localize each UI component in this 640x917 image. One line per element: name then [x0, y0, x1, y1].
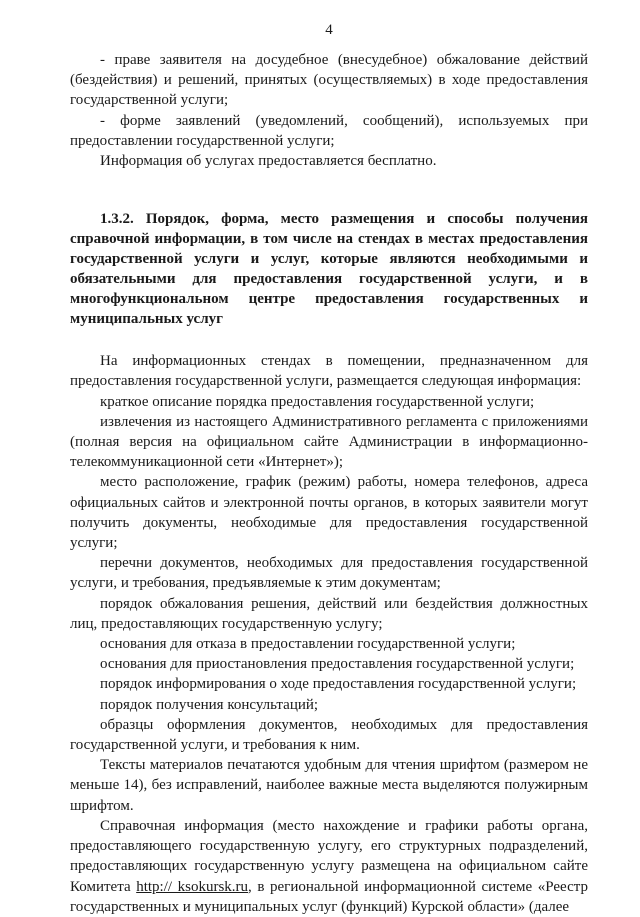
free-info-paragraph: Информация об услугах предоставляется бесплатно.	[100, 153, 437, 170]
stands-item: основания для отказа в предоставлении государственной услуги;	[100, 636, 516, 653]
spacer	[70, 329, 588, 351]
stands-item: извлечения из настоящего Административного регламента с приложениями (полная версия на официальном сайте Администрации в информационно-телекоммуникационной сети «Интернет»);	[70, 413, 588, 471]
stands-item: порядок информирования о ходе предоставления государственной услуги;	[100, 676, 577, 693]
stands-item: основания для приостановления предоставления государственной услуги;	[100, 656, 575, 673]
stands-item: место расположение, график (режим) работы, номера телефонов, адреса официальных сайтов и электронной почты органов, в которых заявители могут получить документы, необходимые для предоставления государственной услуги;	[70, 474, 588, 552]
stands-item: перечни документов, необходимых для предоставления государственной услуги, и требования, предъявляемые к этим документам;	[70, 555, 588, 592]
list-item-appeal-right: - праве заявителя на досудебное (внесудебное) обжалование действий (бездействия) и решений, принятых (осуществляемых) в ходе предоставления государственной услуги;	[70, 52, 588, 109]
spacer	[70, 171, 588, 209]
reference-info-paragraph	[70, 816, 588, 917]
stands-item: порядок обжалования решения, действий или бездействия должностных лиц, предоставляющих государственную услугу;	[70, 595, 588, 632]
section-heading: 1.3.2. Порядок, форма, место размещения и способы получения справочной информации, в том числе на стендах в местах предоставления государственной услуги и услуг, которые являются необходимыми и обязательными для предоставления государственной услуги, и в многофункциональном центре предоставления государственных и муниципальных услуг	[70, 211, 588, 328]
stands-item: порядок получения консультаций;	[100, 696, 319, 713]
committee-site-link[interactable]: http:// ksokursk.ru	[136, 878, 249, 895]
stands-item: образцы оформления документов, необходимых для предоставления государственной услуги, и требования к ним.	[70, 716, 588, 754]
page-number: 4	[325, 22, 333, 38]
font-note-paragraph: Тексты материалов печатаются удобным для чтения шрифтом (размером не меньше 14), без исправлений, наиболее важные места выделяются полужирным шрифтом.	[70, 757, 588, 814]
stands-intro-paragraph: На информационных стендах в помещении, предназначенном для предоставления государственной услуги, размещается следующая информация:	[70, 353, 588, 390]
reference-text-after-link: , в региональной информационной системе «Реестр государственных и муниципальных услуг (функций) Курской области» (далее	[70, 878, 588, 915]
reference-text-before-link: Справочная информация (место нахождение и графики работы органа, предоставляющего государственную услугу, его структурных подразделений, предоставляющих государственную услугу размещена на официальном сайте Комитета	[70, 817, 588, 895]
list-item-application-form: - форме заявлений (уведомлений, сообщений), используемых при предоставлении государственной услуги;	[70, 112, 588, 149]
stands-item: краткое описание порядка предоставления государственной услуги;	[100, 393, 535, 410]
